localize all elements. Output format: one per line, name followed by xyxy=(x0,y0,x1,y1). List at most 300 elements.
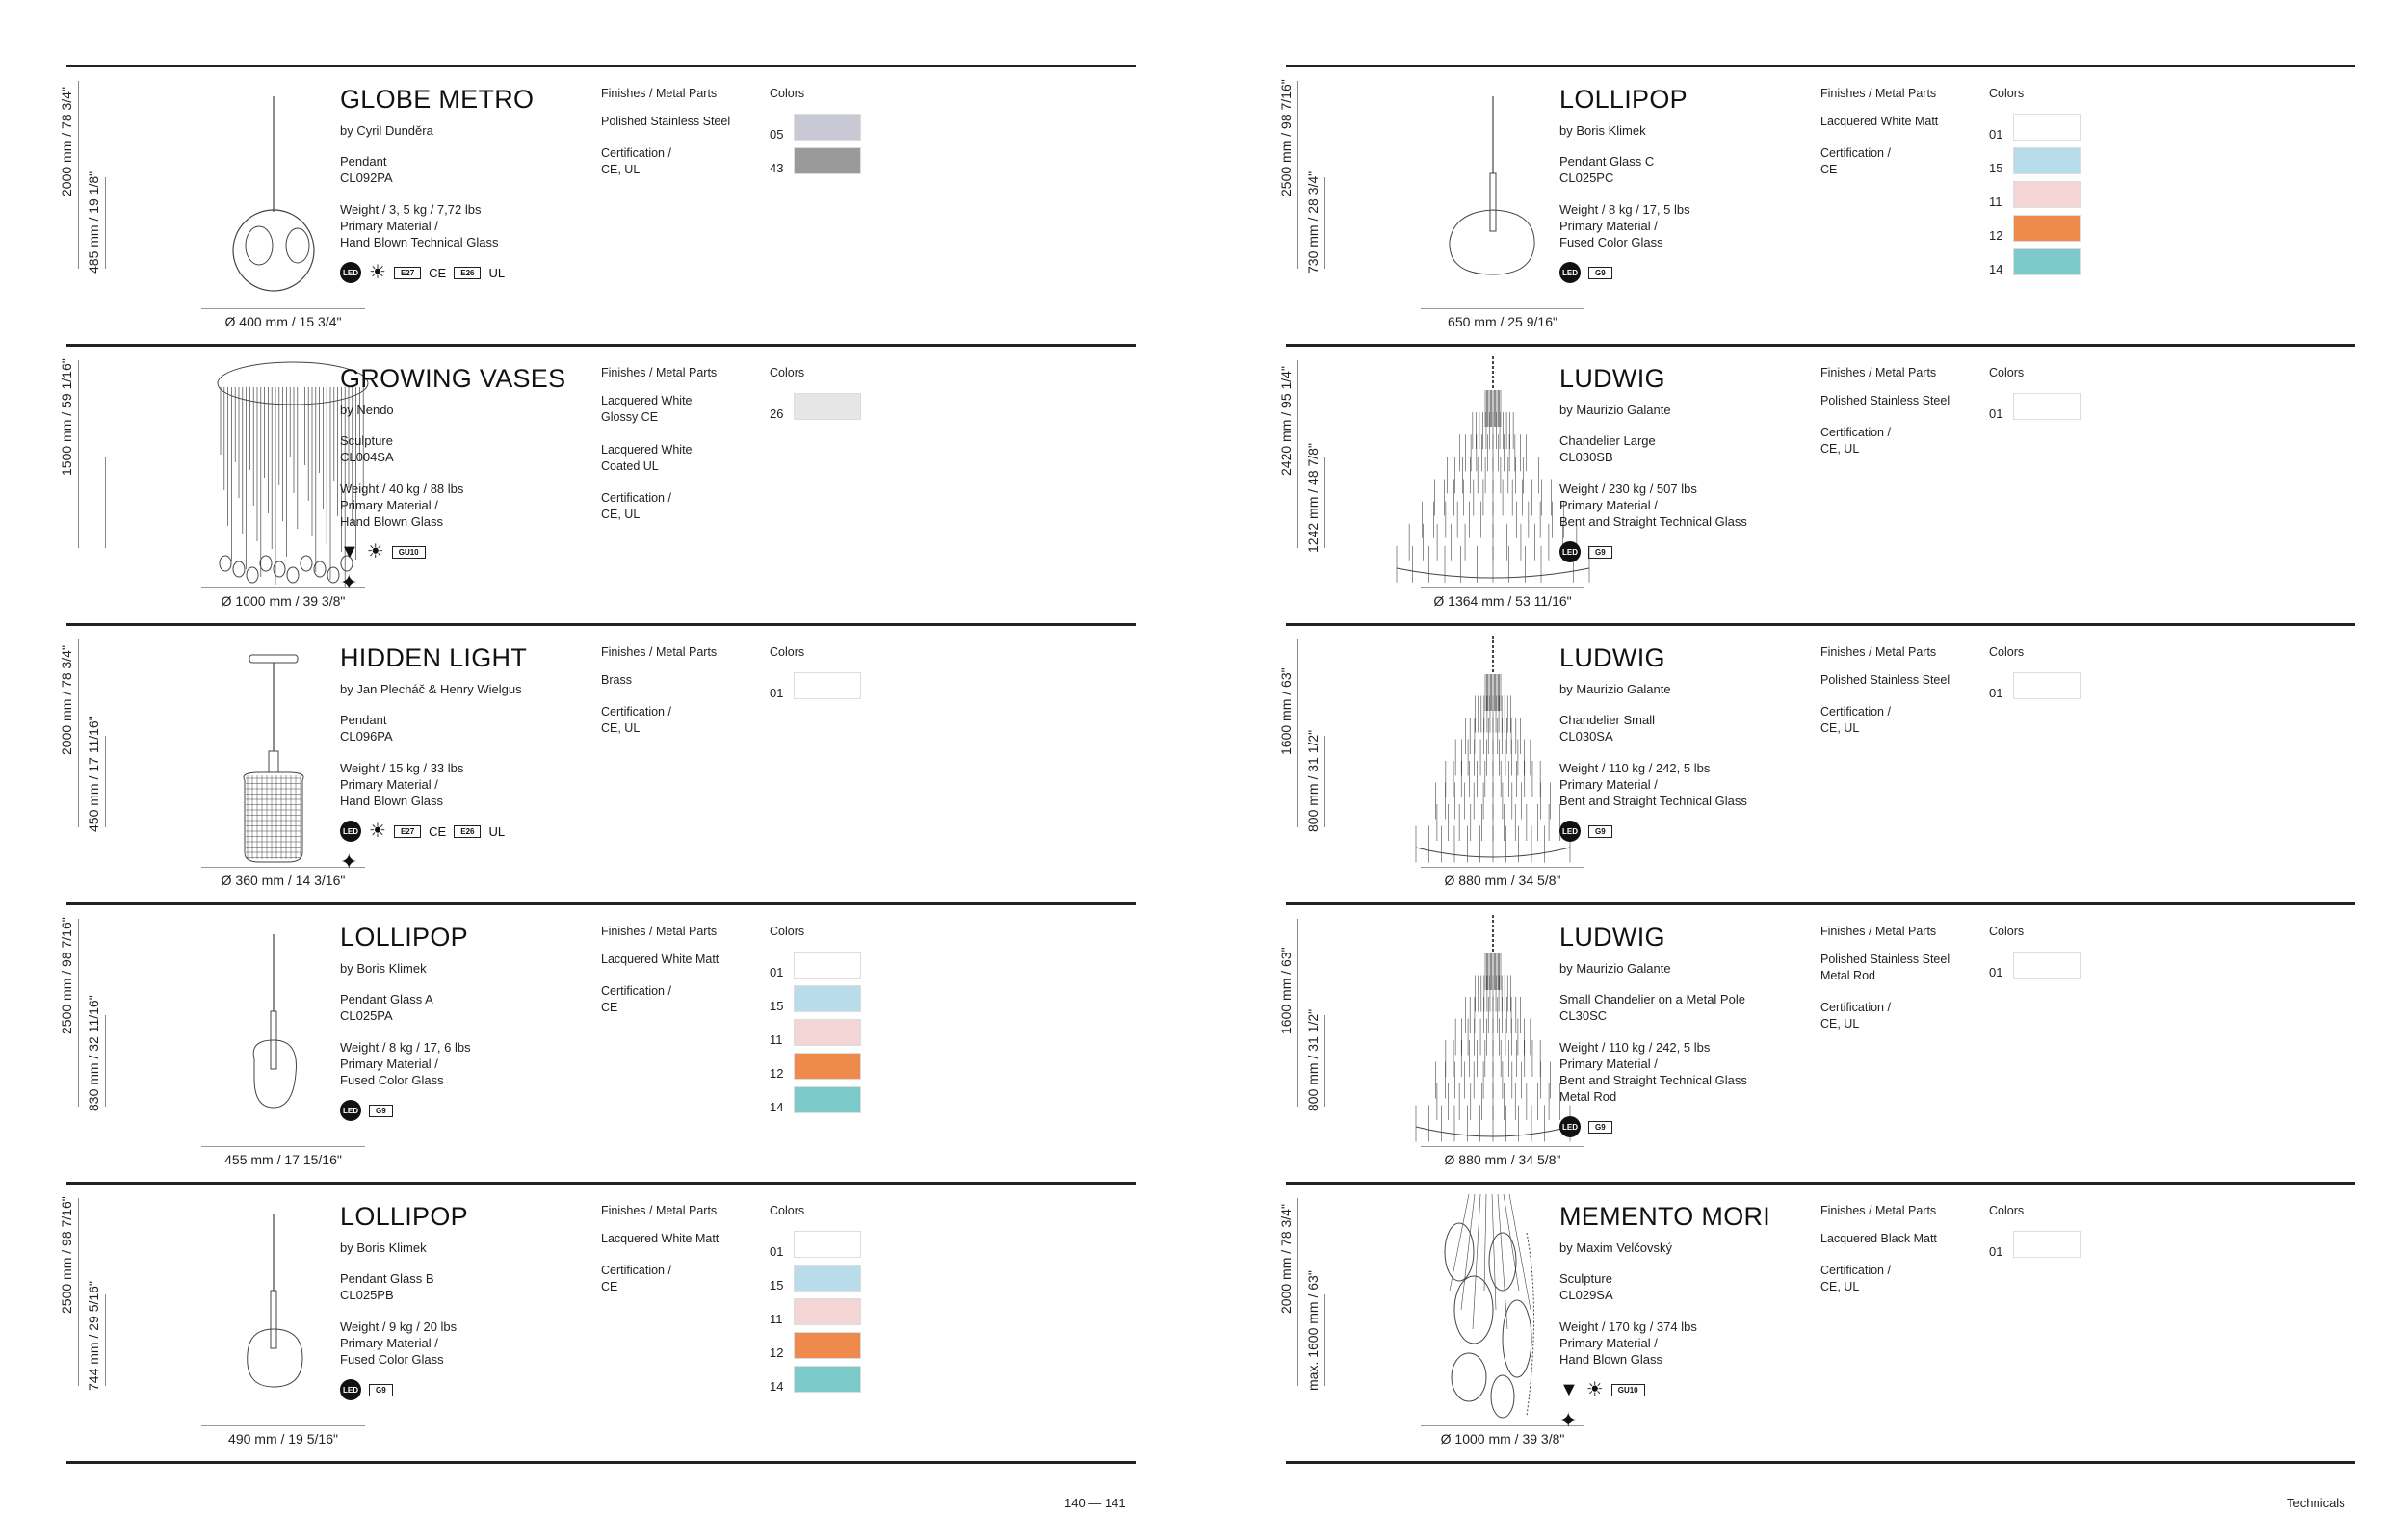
color-swatch xyxy=(2013,952,2081,979)
color-swatch-row xyxy=(770,1265,904,1298)
body-height-line xyxy=(105,1294,106,1386)
color-swatch-row xyxy=(770,1086,904,1120)
total-height-label: 2500 mm / 98 7/16" xyxy=(59,1196,74,1314)
color-code: 01 xyxy=(1989,686,2003,700)
vertical-dimensions xyxy=(1267,360,1344,582)
color-swatch-row xyxy=(1989,393,2124,427)
led-icon: LED xyxy=(1559,1116,1581,1137)
color-code: 15 xyxy=(1989,161,2003,175)
diameter-label: Ø 1000 mm / 39 3/8" xyxy=(221,593,346,609)
body-height-line xyxy=(1324,1294,1325,1386)
led-icon: LED xyxy=(340,821,361,842)
swatch-list xyxy=(1989,672,2124,706)
product-code: CL029SA xyxy=(1559,1288,1613,1302)
spec-icons xyxy=(1559,262,1810,283)
color-swatch xyxy=(2013,393,2081,420)
color-swatch-row xyxy=(770,1366,904,1399)
product-type: Sculpture xyxy=(1559,1271,1612,1286)
total-height-line xyxy=(78,1198,79,1386)
swatch-list xyxy=(1989,393,2124,427)
vertical-dimensions xyxy=(1267,639,1344,861)
material-line: Bent and Straight Technical Glass xyxy=(1559,1073,1747,1087)
finishes-header: Finishes / Metal Parts xyxy=(1820,366,1937,379)
material-line: Fused Color Glass xyxy=(1559,235,1663,249)
product-info xyxy=(1559,362,1810,562)
color-code: 12 xyxy=(770,1345,784,1360)
product-type: Pendant Glass B xyxy=(340,1271,434,1286)
finishes-list xyxy=(601,672,774,689)
body-height-label: 800 mm / 31 1/2" xyxy=(1305,1008,1321,1111)
material-list xyxy=(1559,1072,1810,1105)
swatch-list xyxy=(770,1231,904,1399)
finishes-list xyxy=(601,952,774,968)
color-swatch-row xyxy=(1989,114,2124,147)
product-entry xyxy=(59,623,1136,903)
product-code: CL030SB xyxy=(1559,450,1613,464)
color-swatch xyxy=(794,1019,861,1046)
color-code: 01 xyxy=(1989,127,2003,142)
colors-header: Colors xyxy=(770,366,805,379)
color-code: 01 xyxy=(1989,1244,2003,1259)
material-list xyxy=(1559,1351,1810,1368)
certification-value: CE, UL xyxy=(1820,721,1860,735)
finishes-header: Finishes / Metal Parts xyxy=(601,925,718,938)
spec-icons xyxy=(340,541,590,562)
color-code: 01 xyxy=(770,965,784,979)
installation-icon: ✦ xyxy=(340,849,358,874)
colors-block xyxy=(770,1204,904,1399)
weight: Weight / 110 kg / 242, 5 lbs xyxy=(1559,761,1711,775)
section-label: Technicals xyxy=(2287,1496,2345,1510)
material-label: Primary Material / xyxy=(1559,777,1658,792)
finish-line: Lacquered White Matt xyxy=(601,953,720,966)
finishes-list xyxy=(601,114,774,130)
color-code: 14 xyxy=(1989,262,2003,276)
colors-block xyxy=(770,925,904,1120)
spotlight-icon: ▼ xyxy=(340,541,359,562)
certification-value: CE, UL xyxy=(601,163,641,176)
colors-block xyxy=(1989,925,2124,985)
color-code: 15 xyxy=(770,999,784,1013)
diameter-label: Ø 880 mm / 34 5/8" xyxy=(1444,1152,1561,1167)
product-info xyxy=(340,921,590,1121)
body-height-line xyxy=(105,457,106,548)
material-label: Primary Material / xyxy=(1559,1057,1658,1071)
vertical-dimensions xyxy=(47,360,124,582)
finish-line: Lacquered White Matt xyxy=(601,1232,720,1245)
led-icon: LED xyxy=(340,262,361,283)
color-swatch xyxy=(794,1332,861,1359)
color-swatch xyxy=(2013,114,2081,141)
finish-line: Polished Stainless Steel xyxy=(1820,673,1950,687)
total-height-line xyxy=(1297,919,1298,1107)
color-code: 01 xyxy=(1989,406,2003,421)
product-entry xyxy=(1278,1182,2355,1462)
material-list xyxy=(340,234,590,250)
certification-label: Certification / xyxy=(601,146,671,160)
color-code: 01 xyxy=(770,1244,784,1259)
finish-line: Lacquered White Matt xyxy=(1820,115,1939,128)
material-label: Primary Material / xyxy=(340,777,438,792)
diameter-label: 490 mm / 19 5/16" xyxy=(228,1431,338,1447)
designer: by Maurizio Galante xyxy=(1559,403,1671,417)
body-height-line xyxy=(1324,177,1325,269)
socket-badge: G9 xyxy=(369,1105,393,1117)
material-line: Hand Blown Glass xyxy=(340,794,443,808)
material-label: Primary Material / xyxy=(1559,219,1658,233)
material-list xyxy=(1559,234,1810,250)
led-icon: LED xyxy=(1559,262,1581,283)
color-swatch-row xyxy=(770,393,904,427)
color-swatch xyxy=(2013,672,2081,699)
product-entry xyxy=(1278,344,2355,624)
total-height-label: 1600 mm / 63" xyxy=(1278,667,1294,755)
socket-badge: G9 xyxy=(369,1384,393,1396)
star-holder xyxy=(340,572,590,593)
finishes-header: Finishes / Metal Parts xyxy=(1820,1204,1937,1217)
certification-value: CE, UL xyxy=(1820,442,1860,456)
total-height-label: 2000 mm / 78 3/4" xyxy=(1278,1204,1294,1314)
colors-block xyxy=(1989,366,2124,427)
vertical-dimensions xyxy=(1267,81,1344,302)
socket-badge: GU10 xyxy=(1611,1384,1645,1396)
material-label: Primary Material / xyxy=(1559,498,1658,512)
weight: Weight / 8 kg / 17, 6 lbs xyxy=(340,1040,471,1055)
cert-mark: CE xyxy=(429,823,447,839)
spec-icons xyxy=(340,262,590,283)
finish-line: Polished Stainless Steel xyxy=(601,115,731,128)
finishes-list xyxy=(601,393,774,475)
product-type: Pendant Glass A xyxy=(340,992,433,1006)
product-code: CL025PB xyxy=(340,1288,394,1302)
product-title: LOLLIPOP xyxy=(340,1202,468,1231)
diameter-label: Ø 1000 mm / 39 3/8" xyxy=(1440,1431,1565,1447)
product-code: CL030SA xyxy=(1559,729,1613,744)
finish-line: Polished Stainless Steel xyxy=(1820,953,1950,966)
material-line: Hand Blown Glass xyxy=(340,514,443,529)
total-height-label: 2000 mm / 78 3/4" xyxy=(59,87,74,196)
total-height-line xyxy=(78,639,79,827)
material-label: Primary Material / xyxy=(340,1057,438,1071)
body-height-label: 800 mm / 31 1/2" xyxy=(1305,729,1321,832)
product-info xyxy=(1559,641,1810,842)
weight: Weight / 40 kg / 88 lbs xyxy=(340,482,464,496)
finish-line: Metal Rod xyxy=(1820,969,1875,982)
certification-label: Certification / xyxy=(601,705,671,718)
product-entry xyxy=(59,1182,1136,1462)
color-swatch xyxy=(794,1298,861,1325)
dimmable-icon: ☀ xyxy=(369,821,386,842)
diameter-line xyxy=(1421,308,1584,309)
cert-mark: CE xyxy=(429,265,447,280)
designer: by Nendo xyxy=(340,403,394,417)
weight: Weight / 170 kg / 374 lbs xyxy=(1559,1319,1697,1334)
finishes-block xyxy=(1820,645,1994,737)
colors-block xyxy=(770,366,904,427)
swatch-list xyxy=(770,393,904,427)
color-swatch xyxy=(794,114,861,141)
color-swatch-row xyxy=(1989,215,2124,248)
finish-line xyxy=(601,426,774,442)
body-height-label: 830 mm / 32 11/16" xyxy=(86,995,101,1111)
total-height-label: 2500 mm / 98 7/16" xyxy=(1278,79,1294,196)
colors-block xyxy=(770,645,904,706)
led-icon: LED xyxy=(1559,541,1581,562)
colors-header: Colors xyxy=(1989,366,2025,379)
product-title: LUDWIG xyxy=(1559,364,1665,393)
star-holder xyxy=(340,851,590,873)
certification-value: CE, UL xyxy=(601,721,641,735)
body-height-label: max. 1600 mm / 63" xyxy=(1305,1270,1321,1391)
socket-badge: G9 xyxy=(1588,825,1612,838)
finish-line: Lacquered Black Matt xyxy=(1820,1232,1937,1245)
colors-block xyxy=(1989,87,2124,282)
color-code: 11 xyxy=(1989,195,2002,209)
diameter-label: Ø 880 mm / 34 5/8" xyxy=(1444,873,1561,888)
product-info xyxy=(340,362,590,593)
finishes-block xyxy=(1820,1204,1994,1295)
body-height-label: 485 mm / 19 1/8" xyxy=(86,170,101,274)
vertical-dimensions xyxy=(47,919,124,1140)
color-swatch xyxy=(794,1265,861,1292)
diameter-line xyxy=(201,1146,365,1147)
finishes-list xyxy=(601,1231,774,1247)
colors-header: Colors xyxy=(770,1204,805,1217)
color-swatch-row xyxy=(1989,181,2124,215)
finishes-header: Finishes / Metal Parts xyxy=(601,1204,718,1217)
total-height-label: 2500 mm / 98 7/16" xyxy=(59,917,74,1034)
color-code: 43 xyxy=(770,161,784,175)
product-info xyxy=(1559,921,1810,1137)
product-type: Chandelier Large xyxy=(1559,433,1656,448)
color-swatch xyxy=(794,393,861,420)
certification-label: Certification / xyxy=(601,984,671,998)
led-icon: LED xyxy=(340,1100,361,1121)
page-numbers: 140 — 141 xyxy=(1064,1496,1126,1510)
weight: Weight / 8 kg / 17, 5 lbs xyxy=(1559,202,1690,217)
colors-header: Colors xyxy=(1989,1204,2025,1217)
color-swatch xyxy=(2013,248,2081,275)
total-height-label: 1500 mm / 59 1/16" xyxy=(59,358,74,476)
spec-icons xyxy=(1559,1379,1810,1400)
spec-icons xyxy=(1559,1116,1810,1137)
spec-icons xyxy=(340,1100,590,1121)
designer: by Maurizio Galante xyxy=(1559,682,1671,696)
designer: by Jan Plecháč & Henry Wielgus xyxy=(340,682,522,696)
designer: by Maurizio Galante xyxy=(1559,961,1671,976)
certification-value: CE xyxy=(601,1280,618,1293)
finishes-header: Finishes / Metal Parts xyxy=(601,87,718,100)
dimmable-icon: ☀ xyxy=(369,262,386,283)
vertical-dimensions xyxy=(1267,1198,1344,1420)
product-code: CL025PA xyxy=(340,1008,393,1023)
socket-badge: E26 xyxy=(454,267,481,279)
color-code: 05 xyxy=(770,127,784,142)
product-entry xyxy=(1278,65,2355,345)
material-list xyxy=(1559,793,1810,809)
color-swatch-row xyxy=(1989,147,2124,181)
color-code: 01 xyxy=(1989,965,2003,979)
finish-line: Coated UL xyxy=(601,459,659,473)
colors-block xyxy=(1989,645,2124,706)
swatch-list xyxy=(1989,952,2124,985)
material-line: Fused Color Glass xyxy=(340,1352,444,1367)
diameter-label: 650 mm / 25 9/16" xyxy=(1448,314,1557,329)
total-height-line xyxy=(1297,1198,1298,1386)
vertical-dimensions xyxy=(47,81,124,302)
body-height-label: 1242 mm / 48 7/8" xyxy=(1305,443,1321,553)
total-height-line xyxy=(78,81,79,269)
finishes-block xyxy=(601,87,774,178)
color-swatch xyxy=(2013,181,2081,208)
color-code: 26 xyxy=(770,406,784,421)
certification-value: CE, UL xyxy=(1820,1280,1860,1293)
colors-header: Colors xyxy=(1989,925,2025,938)
material-label: Primary Material / xyxy=(1559,1336,1658,1350)
installation-icon: ✦ xyxy=(1559,1408,1578,1432)
color-code: 15 xyxy=(770,1278,784,1292)
total-height-label: 2000 mm / 78 3/4" xyxy=(59,645,74,755)
material-line: Hand Blown Technical Glass xyxy=(340,235,499,249)
total-height-line xyxy=(1297,360,1298,548)
spec-icons xyxy=(1559,821,1810,842)
color-swatch-row xyxy=(770,1231,904,1265)
swatch-list xyxy=(770,672,904,706)
product-code: CL096PA xyxy=(340,729,393,744)
spotlight-icon: ▼ xyxy=(1559,1379,1579,1400)
socket-badge: E27 xyxy=(394,267,421,279)
product-title: MEMENTO MORI xyxy=(1559,1202,1771,1231)
color-swatch xyxy=(794,1231,861,1258)
led-icon: LED xyxy=(340,1379,361,1400)
colors-header: Colors xyxy=(770,925,805,938)
color-code: 11 xyxy=(770,1312,783,1326)
bottom-rule xyxy=(1286,1461,2355,1464)
finishes-list xyxy=(1820,952,1994,984)
socket-badge: G9 xyxy=(1588,546,1612,559)
material-line: Metal Rod xyxy=(1559,1089,1617,1104)
designer: by Boris Klimek xyxy=(340,961,427,976)
product-type: Pendant xyxy=(340,154,387,169)
material-list xyxy=(340,793,590,809)
color-swatch-row xyxy=(770,985,904,1019)
star-holder xyxy=(1559,1410,1810,1431)
material-list xyxy=(340,513,590,530)
colors-header: Colors xyxy=(770,645,805,659)
diameter-line xyxy=(201,308,365,309)
product-code: CL30SC xyxy=(1559,1008,1608,1023)
finishes-block xyxy=(1820,366,1994,457)
product-title: LUDWIG xyxy=(1559,923,1665,952)
color-swatch-row xyxy=(770,1053,904,1086)
body-height-label: 730 mm / 28 3/4" xyxy=(1305,170,1321,274)
body-height-line xyxy=(105,177,106,269)
material-line: Fused Color Glass xyxy=(340,1073,444,1087)
weight: Weight / 9 kg / 20 lbs xyxy=(340,1319,458,1334)
spec-icons xyxy=(340,1379,590,1400)
spec-icons xyxy=(340,821,590,842)
colors-header: Colors xyxy=(1989,87,2025,100)
total-height-label: 1600 mm / 63" xyxy=(1278,947,1294,1034)
color-swatch-row xyxy=(770,114,904,147)
finishes-header: Finishes / Metal Parts xyxy=(601,366,718,379)
certification-value: CE, UL xyxy=(601,508,641,521)
color-code: 12 xyxy=(770,1066,784,1081)
color-swatch xyxy=(794,952,861,979)
product-code: CL025PC xyxy=(1559,170,1614,185)
color-code: 11 xyxy=(770,1032,783,1047)
color-swatch-row xyxy=(1989,1231,2124,1265)
product-title: HIDDEN LIGHT xyxy=(340,643,528,672)
color-swatch-row xyxy=(1989,248,2124,282)
material-line: Hand Blown Glass xyxy=(1559,1352,1662,1367)
product-title: LOLLIPOP xyxy=(340,923,468,952)
finishes-header: Finishes / Metal Parts xyxy=(1820,645,1937,659)
total-height-line xyxy=(78,919,79,1107)
colors-header: Colors xyxy=(1989,645,2025,659)
material-label: Primary Material / xyxy=(340,219,438,233)
certification-label: Certification / xyxy=(601,491,671,505)
body-height-line xyxy=(105,1015,106,1107)
product-type: Chandelier Small xyxy=(1559,713,1655,727)
product-code: CL092PA xyxy=(340,170,393,185)
product-entry xyxy=(59,902,1136,1183)
swatch-list xyxy=(770,114,904,181)
weight: Weight / 3, 5 kg / 7,72 lbs xyxy=(340,202,482,217)
socket-badge: G9 xyxy=(1588,267,1612,279)
body-height-label: 744 mm / 29 5/16" xyxy=(86,1281,101,1391)
color-code: 01 xyxy=(770,686,784,700)
body-height-line xyxy=(1324,457,1325,548)
socket-badge: GU10 xyxy=(392,546,426,559)
diameter-label: Ø 1364 mm / 53 11/16" xyxy=(1433,593,1572,609)
finishes-block xyxy=(601,925,774,1016)
product-type: Sculpture xyxy=(340,433,393,448)
certification-label: Certification / xyxy=(601,1264,671,1277)
color-swatch-row xyxy=(1989,952,2124,985)
color-swatch xyxy=(794,1366,861,1393)
finish-line: Lacquered White xyxy=(601,394,693,407)
product-info xyxy=(340,1200,590,1400)
diameter-line xyxy=(1421,867,1584,868)
material-list xyxy=(340,1072,590,1088)
color-swatch-row xyxy=(770,672,904,706)
material-line: Bent and Straight Technical Glass xyxy=(1559,514,1747,529)
certification-value: CE, UL xyxy=(1820,1017,1860,1031)
diameter-line xyxy=(1421,587,1584,588)
color-swatch xyxy=(2013,215,2081,242)
designer: by Cyril Dunděra xyxy=(340,123,433,138)
material-line: Bent and Straight Technical Glass xyxy=(1559,794,1747,808)
socket-badge: E26 xyxy=(454,825,481,838)
color-code: 14 xyxy=(770,1379,784,1394)
color-swatch xyxy=(794,672,861,699)
product-title: LUDWIG xyxy=(1559,643,1665,672)
diameter-label: Ø 360 mm / 14 3/16" xyxy=(221,873,346,888)
certification-value: CE xyxy=(601,1001,618,1014)
certification-value: CE xyxy=(1820,163,1838,176)
colors-block xyxy=(770,87,904,181)
installation-icon: ✦ xyxy=(340,570,358,594)
color-swatch-row xyxy=(770,147,904,181)
product-title: GROWING VASES xyxy=(340,364,566,393)
color-swatch-row xyxy=(770,952,904,985)
finish-line: Lacquered White xyxy=(601,443,693,457)
dimmable-icon: ☀ xyxy=(366,541,384,562)
material-list xyxy=(340,1351,590,1368)
color-code: 14 xyxy=(770,1100,784,1114)
color-swatch-row xyxy=(770,1298,904,1332)
